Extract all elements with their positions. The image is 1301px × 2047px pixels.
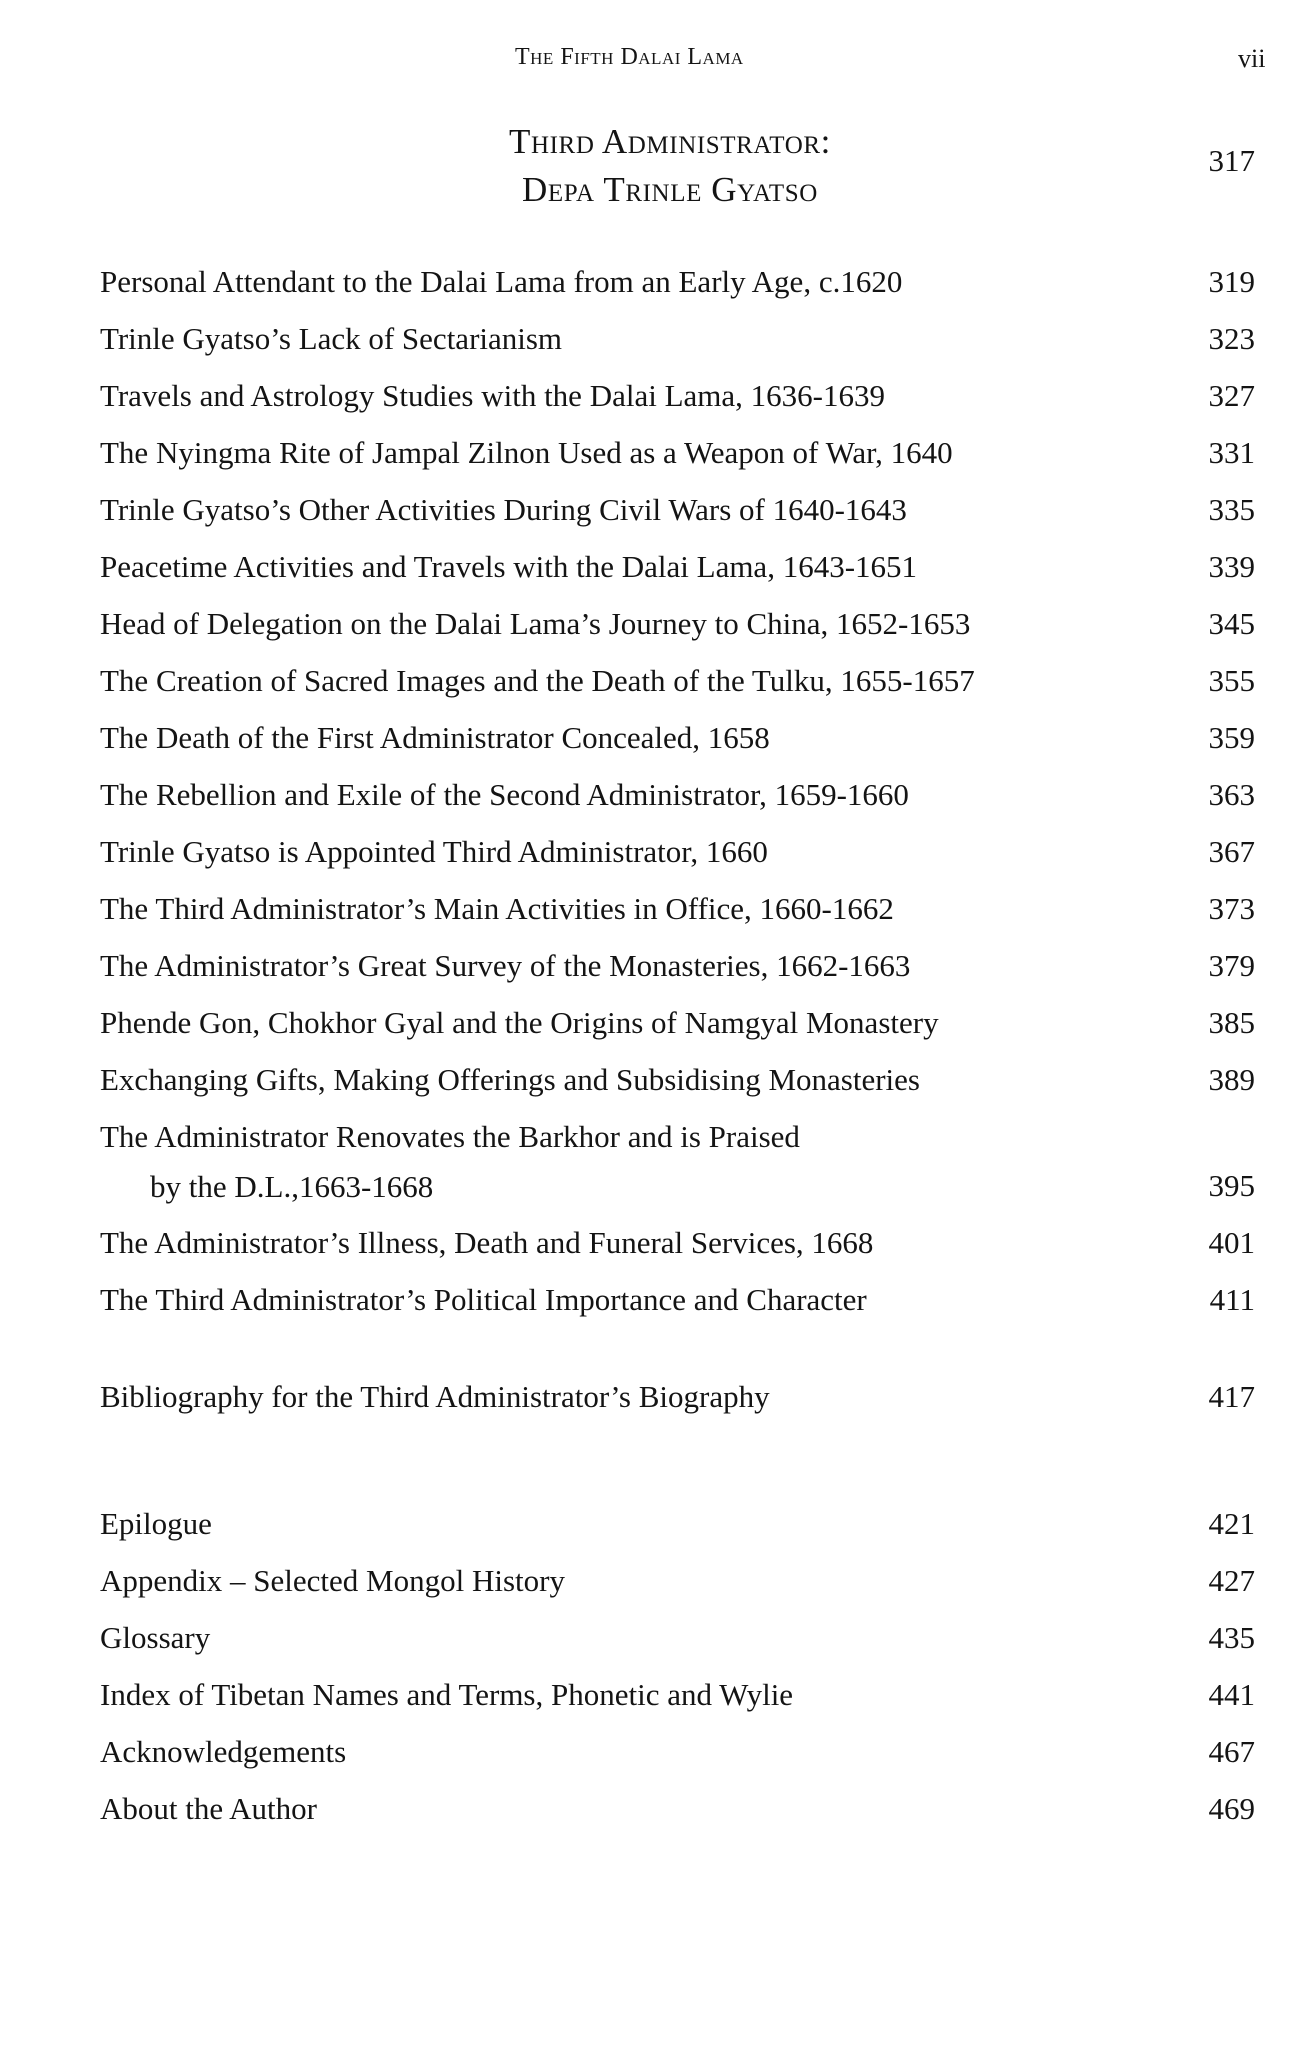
toc-entry	[100, 424, 1255, 481]
running-head-title: The Fifth Dalai Lama	[515, 44, 744, 70]
toc-entry-title: Appendix – Selected Mongol History	[100, 1563, 565, 1598]
toc-entry-page: 359	[1208, 720, 1255, 755]
section-page-number: 317	[1208, 143, 1255, 178]
toc-entry-title: About the Author	[100, 1791, 317, 1826]
toc-entry-title-line-2: by the D.L.,1663-1668	[150, 1169, 434, 1204]
toc-entry	[100, 1780, 1255, 1837]
toc-entry	[100, 994, 1255, 1051]
toc-entry	[100, 1609, 1255, 1666]
toc-entry	[100, 652, 1255, 709]
toc-entry	[100, 1368, 1255, 1425]
toc-entry	[100, 595, 1255, 652]
toc-entries-list	[100, 253, 1255, 1328]
toc-entry-title: The Third Administrator’s Political Importance and Character	[100, 1282, 867, 1317]
toc-entry-page: 319	[1208, 264, 1255, 299]
toc-entry-page: 355	[1208, 663, 1255, 698]
toc-entry	[100, 481, 1255, 538]
toc-entry	[100, 880, 1255, 937]
toc-entry-title: Exchanging Gifts, Making Offerings and Subsidising Monasteries	[100, 1062, 920, 1097]
toc-entry-page: 327	[1208, 378, 1255, 413]
toc-entry	[100, 538, 1255, 595]
toc-entry	[100, 1552, 1255, 1609]
toc-entry	[100, 1271, 1255, 1328]
section-heading-line-1: Third Administrator:	[509, 122, 831, 161]
toc-entry-page: 323	[1208, 321, 1255, 356]
toc-entry-page: 335	[1208, 492, 1255, 527]
toc-entry	[100, 823, 1255, 880]
toc-entry-page: 435	[1208, 1620, 1255, 1655]
toc-entry-page: 385	[1208, 1005, 1255, 1040]
toc-entry-page: 441	[1208, 1677, 1255, 1712]
toc-entry	[100, 766, 1255, 823]
toc-entry-title: Epilogue	[100, 1506, 212, 1541]
toc-entry-title: Trinle Gyatso is Appointed Third Administrator, 1660	[100, 834, 768, 869]
toc-entry-title: Bibliography for the Third Administrator’s Biography	[100, 1379, 770, 1414]
toc-entry-title: Index of Tibetan Names and Terms, Phonetic and Wylie	[100, 1677, 794, 1712]
toc-entry-page: 331	[1208, 435, 1255, 470]
toc-entry-title: The Rebellion and Exile of the Second Administrator, 1659-1660	[100, 777, 909, 812]
toc-entry-page: 421	[1208, 1506, 1255, 1541]
toc-entry-page: 417	[1208, 1379, 1255, 1414]
toc-entry	[100, 367, 1255, 424]
toc-entry-page: 411	[1209, 1282, 1255, 1317]
toc-entry-title-line-1: The Administrator Renovates the Barkhor and is Praised	[100, 1119, 800, 1154]
toc-entry-title: Acknowledgements	[100, 1734, 347, 1769]
toc-entry-title: Travels and Astrology Studies with the Dalai Lama, 1636-1639	[100, 378, 885, 413]
section-heading-line-2: Depa Trinle Gyatso	[522, 170, 818, 209]
toc-entry-title: The Administrator’s Great Survey of the Monasteries, 1662-1663	[100, 948, 911, 983]
toc-entry	[100, 1723, 1255, 1780]
running-head	[0, 44, 1301, 80]
toc-entry	[100, 310, 1255, 367]
toc-entry-page: 363	[1208, 777, 1255, 812]
section-heading	[400, 118, 940, 214]
toc-entry-title: Phende Gon, Chokhor Gyal and the Origins of Namgyal Monastery	[100, 1005, 939, 1040]
toc-entry	[100, 1495, 1255, 1552]
toc-entry-title: Head of Delegation on the Dalai Lama’s Journey to China, 1652-1653	[100, 606, 971, 641]
toc-entry-page: 469	[1208, 1791, 1255, 1826]
toc-entry-page: 367	[1208, 834, 1255, 869]
toc-bibliography	[100, 1368, 1255, 1425]
toc-entry	[100, 1666, 1255, 1723]
toc-entry	[100, 1214, 1255, 1271]
toc-entry-title: The Third Administrator’s Main Activities in Office, 1660-1662	[100, 891, 894, 926]
toc-entry-page: 427	[1208, 1563, 1255, 1598]
toc-entry-page: 389	[1208, 1062, 1255, 1097]
toc-entry-title: The Administrator’s Illness, Death and Funeral Services, 1668	[100, 1225, 874, 1260]
toc-back-matter	[100, 1495, 1255, 1837]
toc-entry-page: 373	[1208, 891, 1255, 926]
toc-entry	[100, 1108, 1255, 1214]
toc-entry-page: 467	[1208, 1734, 1255, 1769]
toc-entry-title: Peacetime Activities and Travels with the Dalai Lama, 1643-1651	[100, 549, 918, 584]
toc-entry	[100, 1051, 1255, 1108]
toc-entry-title: Trinle Gyatso’s Other Activities During Civil Wars of 1640-1643	[100, 492, 907, 527]
running-head-page-number: vii	[1238, 44, 1266, 73]
toc-entry	[100, 937, 1255, 994]
toc-entry-page: 395	[1208, 1168, 1255, 1203]
toc-entry	[100, 709, 1255, 766]
toc-entry	[100, 253, 1255, 310]
toc-entry-page: 339	[1208, 549, 1255, 584]
toc-entry-title: Personal Attendant to the Dalai Lama from an Early Age, c.1620	[100, 264, 903, 299]
toc-entry-title: The Creation of Sacred Images and the Death of the Tulku, 1655-1657	[100, 663, 975, 698]
toc-entry-page: 379	[1208, 948, 1255, 983]
toc-entry-title: The Death of the First Administrator Concealed, 1658	[100, 720, 770, 755]
toc-entry-title: The Nyingma Rite of Jampal Zilnon Used as a Weapon of War, 1640	[100, 435, 953, 470]
toc-entry-title: Trinle Gyatso’s Lack of Sectarianism	[100, 321, 563, 356]
toc-entry-title	[100, 1112, 800, 1212]
toc-entry-title: Glossary	[100, 1620, 211, 1655]
toc-entry-page: 401	[1208, 1225, 1255, 1260]
toc-entry-page: 345	[1208, 606, 1255, 641]
